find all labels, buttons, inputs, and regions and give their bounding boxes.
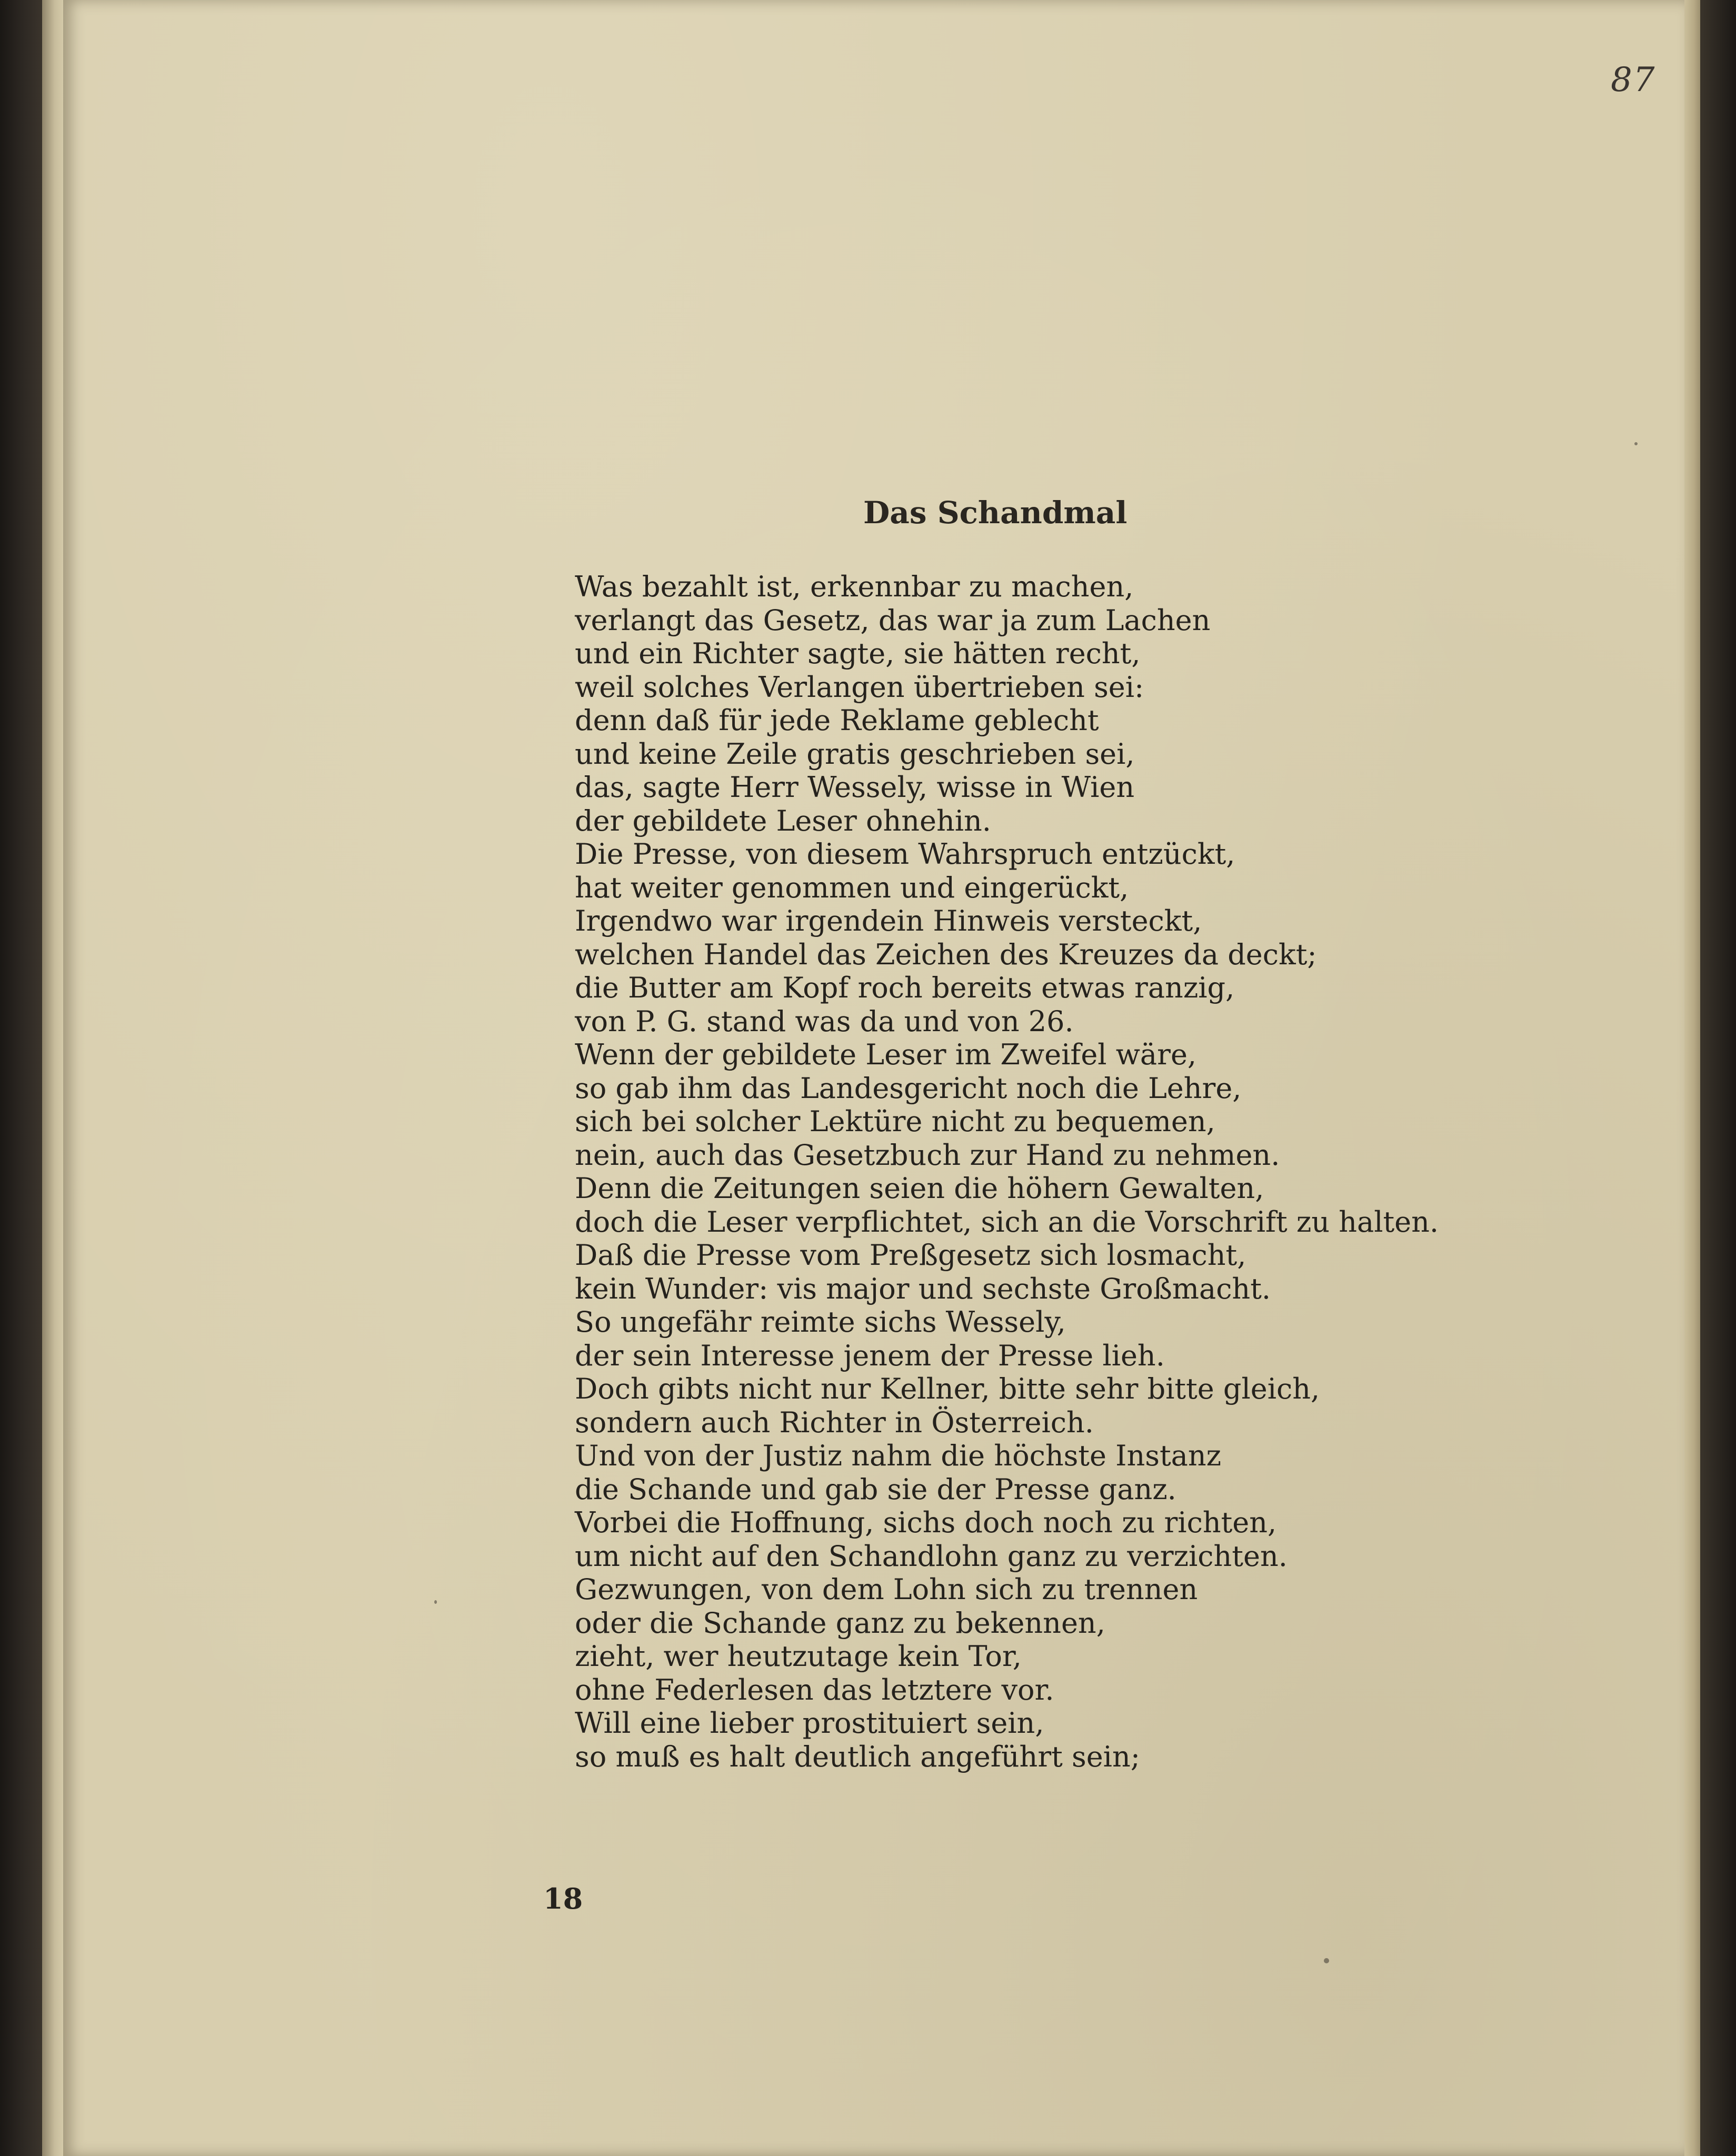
poem-line: sich bei solcher Lektüre nicht zu bequemen, [575, 1105, 1215, 1138]
poem-line: das, sagte Herr Wessely, wisse in Wien [575, 771, 1135, 804]
poem-line: Vorbei die Hoffnung, sichs doch noch zu richten, [575, 1506, 1277, 1539]
folio-number: 87 [1611, 61, 1656, 99]
left-page-edge [42, 0, 63, 2156]
poem-line: die Butter am Kopf roch bereits etwas ranzig, [575, 971, 1235, 1004]
poem-line: so muß es halt deutlich angeführt sein; [575, 1740, 1140, 1773]
paper-speck [1634, 442, 1638, 445]
poem-line: Will eine lieber prostituiert sein, [575, 1706, 1044, 1740]
poem-line: sondern auch Richter in Österreich. [575, 1405, 1094, 1439]
poem-line: Was bezahlt ist, erkennbar zu machen, [575, 570, 1134, 603]
poem-line: Die Presse, von diesem Wahrspruch entzückt, [575, 837, 1235, 871]
poem-line: zieht, wer heutzutage kein Tor, [575, 1640, 1022, 1673]
poem-line: So ungefähr reimte sichs Wessely, [575, 1305, 1066, 1339]
poem-line: Und von der Justiz nahm die höchste Instanz [575, 1439, 1222, 1472]
poem-line: Gezwungen, von dem Lohn sich zu trennen [575, 1573, 1198, 1606]
poem-line: von P. G. stand was da und von 26. [575, 1004, 1074, 1038]
signature-mark: 18 [543, 1882, 583, 1915]
poem-line: weil solches Verlangen übertrieben sei: [575, 670, 1144, 704]
poem-line: Daß die Presse vom Preßgesetz sich losmacht, [575, 1239, 1246, 1272]
book-binding-left [0, 0, 42, 2156]
poem-line: doch die Leser verpflichtet, sich an die Vorschrift zu halten. [575, 1205, 1439, 1239]
poem-line: Doch gibts nicht nur Kellner, bitte sehr bitte gleich, [575, 1372, 1320, 1405]
poem-line: hat weiter genommen und eingerückt, [575, 871, 1129, 904]
poem-line: verlangt das Gesetz, das war ja zum Lachen [575, 603, 1211, 637]
book-binding-right [1700, 0, 1736, 2156]
poem-line: nein, auch das Gesetzbuch zur Hand zu nehmen. [575, 1138, 1280, 1172]
paper-speck [434, 1600, 437, 1604]
poem-line: die Schande und gab sie der Presse ganz. [575, 1472, 1176, 1506]
poem-line: welchen Handel das Zeichen des Kreuzes da deckt; [575, 937, 1317, 971]
poem-line: Wenn der gebildete Leser im Zweifel wäre, [575, 1038, 1197, 1071]
poem-line: und ein Richter sagte, sie hätten recht, [575, 637, 1141, 670]
poem-line: so gab ihm das Landesgericht noch die Lehre, [575, 1071, 1242, 1105]
page-stack-edge [1684, 0, 1700, 2156]
poem-line: der sein Interesse jenem der Presse lieh. [575, 1339, 1165, 1372]
poem-title: Das Schandmal [863, 495, 1128, 531]
poem-line: Irgendwo war irgendein Hinweis versteckt, [575, 904, 1202, 937]
poem-line: und keine Zeile gratis geschrieben sei, [575, 737, 1135, 771]
poem-line: Denn die Zeitungen seien die höhern Gewalten, [575, 1172, 1264, 1205]
poem-line: um nicht auf den Schandlohn ganz zu verzichten. [575, 1539, 1288, 1573]
poem-line: denn daß für jede Reklame geblecht [575, 704, 1099, 737]
poem-line: oder die Schande ganz zu bekennen, [575, 1606, 1105, 1640]
poem-line: kein Wunder: vis major und sechste Großmacht. [575, 1272, 1271, 1305]
poem-line: der gebildete Leser ohnehin. [575, 804, 991, 837]
poem-line: ohne Federlesen das letztere vor. [575, 1673, 1054, 1706]
poem-body [575, 570, 1439, 1773]
paper-speck [1324, 1958, 1329, 1963]
